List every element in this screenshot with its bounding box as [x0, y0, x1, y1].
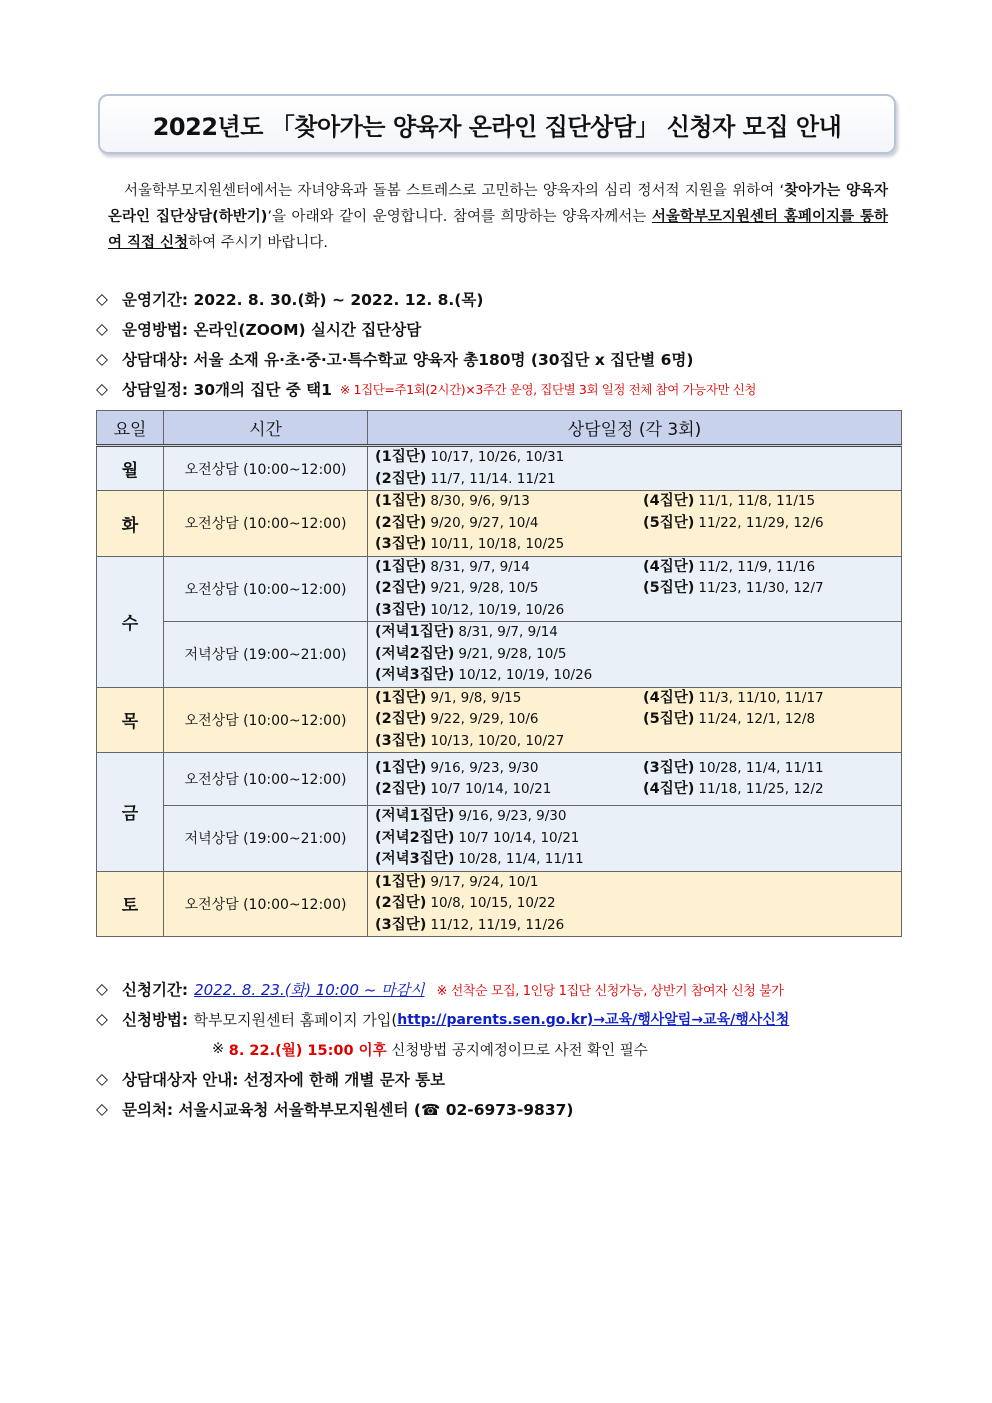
session-entry [375, 849, 643, 871]
program-name: 찾아가는 양육자 온라인 집단상담(하반기) [108, 183, 888, 225]
table-row [97, 491, 902, 557]
session-entry [375, 491, 643, 513]
session-dates: 10/7 10/14, 10/21 [458, 829, 580, 846]
group-label: (저녁2집단) [375, 829, 455, 846]
day-cell: 목 [97, 687, 164, 753]
session-dates: 9/16, 9/23, 9/30 [458, 808, 567, 824]
time-cell: 저녁상담 (19:00~21:00) [164, 806, 368, 872]
session-dates: 9/21, 9/28, 10/5 [458, 645, 567, 662]
session-line [375, 828, 901, 850]
apply-period-line [96, 974, 916, 1004]
session-entry [375, 709, 643, 731]
apply-period-label: 신청기간: [122, 981, 189, 999]
table-row [97, 556, 902, 622]
info-text: 상담일정: 30개의 집단 중 택1 [122, 381, 332, 399]
diamond-icon: ◇ [96, 1070, 108, 1088]
info-text: 상담대상: 서울 소재 유·초·중·고·특수학교 양육자 총180명 (30집단 x 집단별 6명) [122, 351, 694, 369]
time-cell: 저녁상담 (19:00~21:00) [164, 622, 368, 688]
group-label: (5집단) [643, 711, 695, 727]
session-entry [375, 469, 643, 491]
header-time: 시간 [164, 411, 368, 446]
session-entry [375, 534, 643, 556]
group-label: (2집단) [375, 514, 427, 531]
group-label: (3집단) [375, 536, 427, 552]
table-row [97, 806, 902, 872]
page-title: 2022년도 「찾아가는 양육자 온라인 집단상담」 신청자 모집 안내 [152, 112, 842, 141]
selection-notice-line [96, 1064, 916, 1094]
apply-method-label: 신청방법: [122, 1011, 189, 1029]
session-entry [375, 622, 643, 644]
intro-text-3: 하여 주시기 바랍니다. [188, 235, 329, 251]
session-entry [375, 828, 643, 850]
info-text: 운영방법: 온라인(ZOOM) 실시간 집단상담 [122, 321, 422, 339]
apply-method-line [96, 1004, 916, 1034]
day-cell: 월 [97, 446, 164, 491]
group-label: (저녁3집단) [375, 851, 455, 867]
session-dates: 10/13, 10/20, 10/27 [430, 732, 565, 749]
session-entry [643, 491, 815, 513]
parents-site-link[interactable]: http://parents.sen.go.kr)→교육/행사알림→교육/행사신청 [397, 1012, 790, 1028]
table-row [97, 753, 902, 806]
day-cell: 수 [97, 556, 164, 687]
session-line [375, 557, 901, 579]
session-line [375, 915, 901, 937]
session-dates: 9/17, 9/24, 10/1 [430, 873, 539, 890]
apply-period-value: 2022. 8. 23.(화) 10:00 ~ 마감시 [194, 980, 425, 999]
info-item-method [96, 314, 916, 344]
session-dates: 11/3, 11/10, 11/17 [698, 689, 824, 706]
session-line [375, 578, 901, 600]
group-label: (1집단) [375, 759, 427, 776]
group-label: (2집단) [375, 580, 427, 596]
session-dates: 10/7 10/14, 10/21 [430, 781, 552, 797]
group-label: (저녁2집단) [375, 645, 455, 662]
session-line [375, 491, 901, 513]
apply-method-subnote [96, 1034, 916, 1064]
schedule-note: ※ 1집단=주1회(2시간)×3주간 운영, 집단별 3회 일정 전체 참여 가능자만 신청 [339, 382, 757, 397]
table-header-row [97, 411, 902, 446]
sessions-cell [368, 753, 902, 806]
group-label: (3집단) [375, 916, 427, 933]
sessions-cell [368, 806, 902, 872]
session-dates: 10/28, 11/4, 11/11 [458, 851, 584, 867]
session-dates: 11/7, 11/14. 11/21 [430, 470, 556, 487]
session-dates: 8/30, 9/6, 9/13 [430, 493, 530, 509]
session-line [375, 447, 901, 469]
group-label: (2집단) [375, 895, 427, 911]
session-entry [643, 758, 824, 780]
session-dates: 11/24, 12/1, 12/8 [698, 711, 816, 727]
group-label: (5집단) [643, 514, 695, 531]
diamond-icon: ◇ [96, 1010, 108, 1028]
time-cell: 오전상담 (10:00~12:00) [164, 556, 368, 622]
table-row [97, 622, 902, 688]
session-dates: 11/18, 11/25, 12/2 [698, 781, 824, 797]
session-dates: 11/1, 11/8, 11/15 [698, 493, 816, 509]
session-dates: 8/31, 9/7, 9/14 [430, 558, 530, 575]
session-dates: 11/2, 11/9, 11/16 [698, 558, 816, 575]
session-entry [643, 779, 824, 801]
group-label: (4집단) [643, 689, 695, 706]
intro-text-1: 서울학부모지원센터에서는 자녀양육과 돌봄 스트레스로 고민하는 양육자의 심리 정서적 지원을 위하여 ‘ [124, 183, 785, 199]
group-label: (3집단) [375, 732, 427, 749]
session-dates: 8/31, 9/7, 9/14 [458, 624, 558, 640]
day-cell: 금 [97, 753, 164, 872]
session-dates: 10/11, 10/18, 10/25 [430, 536, 565, 552]
sessions-cell [368, 687, 902, 753]
session-line [375, 688, 901, 710]
group-label: (4집단) [643, 781, 695, 797]
session-entry [375, 688, 643, 710]
program-info-list [96, 284, 916, 404]
session-dates: 10/12, 10/19, 10/26 [458, 667, 593, 683]
session-dates: 11/22, 11/29, 12/6 [698, 514, 824, 531]
title-box [98, 94, 896, 154]
session-line [375, 758, 901, 780]
session-line [375, 622, 901, 644]
session-dates: 10/12, 10/19, 10/26 [430, 601, 565, 618]
note-mark: ※ [212, 1041, 225, 1057]
session-entry [375, 758, 643, 780]
notice-text: 신청방법 공지예정이므로 사전 확인 필수 [391, 1042, 648, 1059]
session-entry [375, 872, 643, 894]
session-entry [643, 688, 824, 710]
session-entry [375, 893, 643, 915]
session-dates: 10/17, 10/26, 10/31 [430, 449, 565, 465]
group-label: (1집단) [375, 689, 427, 706]
group-label: (1집단) [375, 873, 427, 890]
session-dates: 9/21, 9/28, 10/5 [430, 580, 539, 596]
group-label: (1집단) [375, 449, 427, 465]
session-line [375, 893, 901, 915]
session-entry [375, 600, 643, 622]
session-entry [375, 806, 643, 828]
contact-info: 문의처: 서울시교육청 서울학부모지원센터 (☎ 02-6973-9837) [122, 1101, 574, 1119]
session-entry [375, 779, 643, 801]
group-label: (1집단) [375, 558, 427, 575]
time-cell: 오전상담 (10:00~12:00) [164, 491, 368, 557]
info-item-schedule [96, 374, 916, 404]
session-entry [375, 644, 643, 666]
apply-period-note: ※ 선착순 모집, 1인당 1집단 신청가능, 상반기 참여자 신청 불가 [436, 983, 784, 999]
group-label: (2집단) [375, 470, 427, 487]
sessions-cell [368, 491, 902, 557]
session-line [375, 513, 901, 535]
session-entry [643, 557, 815, 579]
diamond-icon: ◇ [96, 290, 108, 308]
sessions-cell [368, 446, 902, 491]
apply-method-text: 학부모지원센터 홈페이지 가입( [193, 1010, 398, 1029]
intro-text-2: ’을 아래와 같이 운영합니다. 참여를 희망하는 양육자께서는 [267, 209, 652, 225]
day-cell: 토 [97, 871, 164, 937]
session-line [375, 644, 901, 666]
intro-paragraph [108, 178, 888, 256]
table-row [97, 446, 902, 491]
group-label: (저녁1집단) [375, 624, 455, 640]
info-item-period [96, 284, 916, 314]
time-cell: 오전상담 (10:00~12:00) [164, 871, 368, 937]
info-item-target [96, 344, 916, 374]
header-day: 요일 [97, 411, 164, 446]
session-entry [643, 709, 815, 731]
sessions-cell [368, 622, 902, 688]
session-line [375, 665, 901, 687]
session-entry [375, 915, 643, 937]
session-dates: 11/12, 11/19, 11/26 [430, 916, 565, 933]
session-dates: 9/16, 9/23, 9/30 [430, 759, 539, 776]
session-line [375, 849, 901, 871]
group-label: (저녁3집단) [375, 667, 455, 683]
application-info [96, 974, 916, 1124]
group-label: (4집단) [643, 493, 695, 509]
header-schedule: 상담일정 (각 3회) [368, 411, 902, 446]
session-dates: 9/20, 9/27, 10/4 [430, 514, 539, 531]
time-cell: 오전상담 (10:00~12:00) [164, 446, 368, 491]
group-label: (2집단) [375, 711, 427, 727]
sessions-cell [368, 556, 902, 622]
session-line [375, 534, 901, 556]
session-line [375, 600, 901, 622]
info-text: 운영기간: 2022. 8. 30.(화) ~ 2022. 12. 8.(목) [122, 291, 484, 309]
session-entry [643, 578, 824, 600]
session-dates: 9/22, 9/29, 10/6 [430, 711, 539, 727]
session-entry [375, 447, 643, 469]
session-entry [375, 513, 643, 535]
session-line [375, 709, 901, 731]
day-cell: 화 [97, 491, 164, 557]
session-dates: 9/1, 9/8, 9/15 [430, 689, 522, 706]
group-label: (3집단) [375, 601, 427, 618]
session-dates: 10/28, 11/4, 11/11 [698, 759, 824, 776]
session-line [375, 806, 901, 828]
diamond-icon: ◇ [96, 350, 108, 368]
group-label: (1집단) [375, 493, 427, 509]
diamond-icon: ◇ [96, 320, 108, 338]
session-line [375, 731, 901, 753]
session-line [375, 779, 901, 801]
session-entry [375, 731, 643, 753]
session-entry [375, 578, 643, 600]
contact-line [96, 1094, 916, 1124]
selection-notice: 상담대상자 안내: 선정자에 한해 개별 문자 통보 [122, 1071, 446, 1089]
session-line [375, 872, 901, 894]
session-entry [643, 513, 824, 535]
sessions-cell [368, 871, 902, 937]
group-label: (2집단) [375, 781, 427, 797]
group-label: (5집단) [643, 580, 695, 596]
session-line [375, 469, 901, 491]
group-label: (저녁1집단) [375, 808, 455, 824]
session-dates: 11/23, 11/30, 12/7 [698, 580, 824, 596]
notice-date: 8. 22.(월) 15:00 이후 [228, 1042, 387, 1059]
session-dates: 10/8, 10/15, 10/22 [430, 895, 556, 911]
session-entry [375, 557, 643, 579]
time-cell: 오전상담 (10:00~12:00) [164, 753, 368, 806]
diamond-icon: ◇ [96, 1100, 108, 1118]
table-row [97, 871, 902, 937]
session-entry [375, 665, 643, 687]
diamond-icon: ◇ [96, 380, 108, 398]
group-label: (3집단) [643, 759, 695, 776]
schedule-table [96, 410, 902, 937]
table-row [97, 687, 902, 753]
time-cell: 오전상담 (10:00~12:00) [164, 687, 368, 753]
diamond-icon: ◇ [96, 980, 108, 998]
apply-instruction: 서울학부모지원센터 홈페이지를 통하여 직접 신청 [108, 209, 889, 251]
group-label: (4집단) [643, 558, 695, 575]
